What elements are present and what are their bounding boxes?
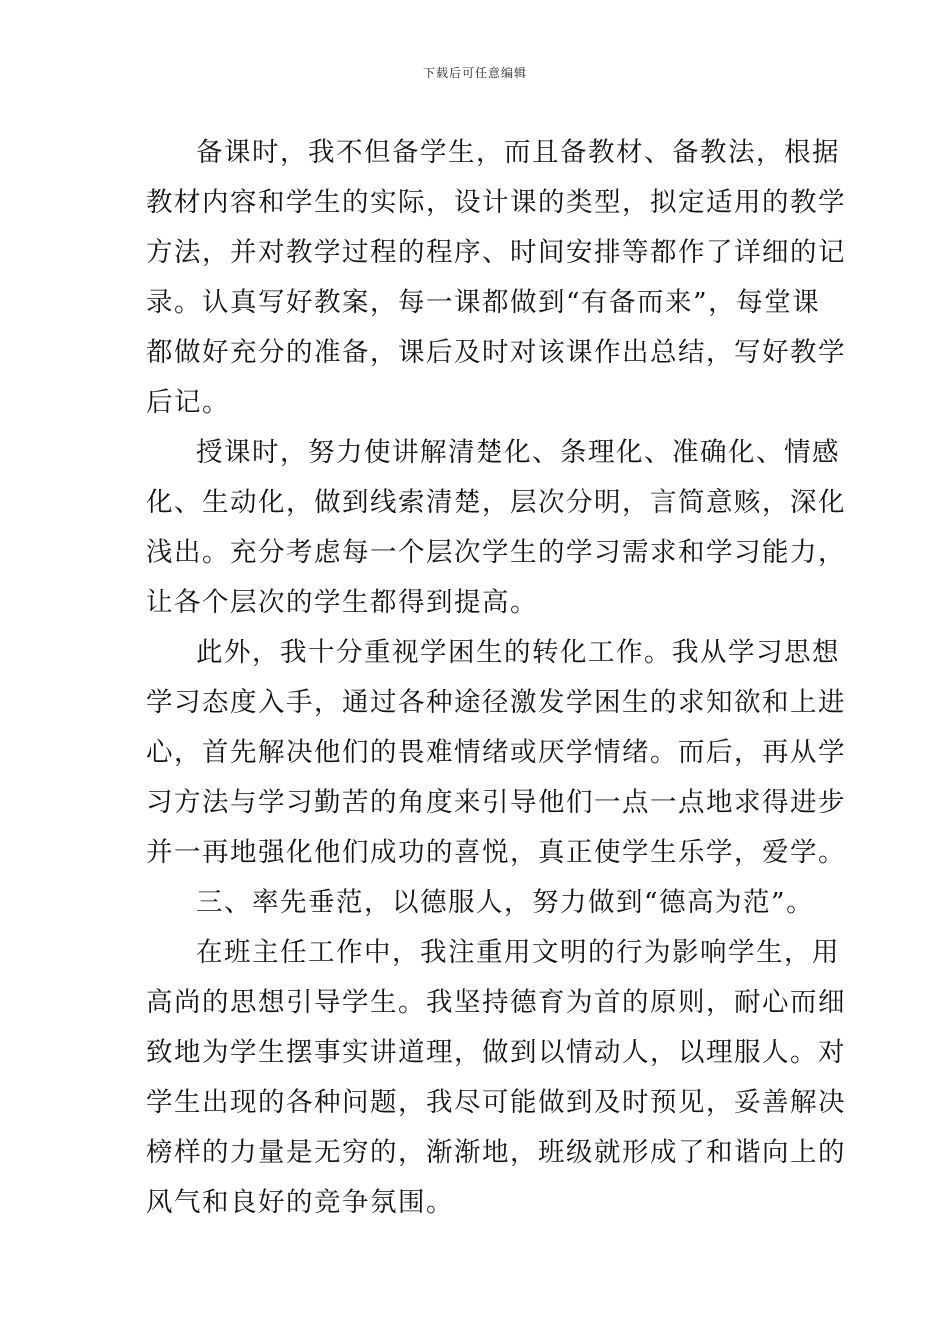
paragraph-line: 风气和良好的竞争氛围。 xyxy=(146,1187,454,1218)
paragraph-line: 后记。 xyxy=(146,387,230,418)
paragraph-line: 此外，我十分重视学困生的转化工作。我从学习思想 xyxy=(196,637,840,668)
paragraph-line: 学生出现的各种问题，我尽可能做到及时预见，妥善解决 xyxy=(146,1087,846,1118)
paragraph-line: 方法，并对教学过程的程序、时间安排等都作了详细的记 xyxy=(146,237,846,268)
paragraph-line: 都做好充分的准备，课后及时对该课作出总结，写好教学 xyxy=(146,337,846,368)
paragraph-line: 化、生动化，做到线索清楚，层次分明，言简意赅，深化 xyxy=(146,487,846,518)
paragraph-line: 学习态度入手，通过各种途径激发学困生的求知欲和上进 xyxy=(146,687,846,718)
paragraph-line: 教材内容和学生的实际，设计课的类型，拟定适用的教学 xyxy=(146,187,846,218)
section-heading: 三、率先垂范，以德服人，努力做到“德高为范”。 xyxy=(196,887,815,918)
header-note: 下载后可任意编辑 xyxy=(422,66,527,80)
paragraph-line: 心，首先解决他们的畏难情绪或厌学情绪。而后，再从学 xyxy=(146,737,846,768)
paragraph-line: 榜样的力量是无穷的，渐渐地，班级就形成了和谐向上的 xyxy=(146,1137,846,1168)
paragraph-line: 在班主任工作中，我注重用文明的行为影响学生，用 xyxy=(196,937,840,968)
paragraph-line: 授课时，努力使讲解清楚化、条理化、准确化、情感 xyxy=(196,437,840,468)
paragraph-line: 高尚的思想引导学生。我坚持德育为首的原则，耐心而细 xyxy=(146,987,846,1018)
paragraph-line: 致地为学生摆事实讲道理，做到以情动人，以理服人。对 xyxy=(146,1037,846,1068)
paragraph-line: 并一再地强化他们成功的喜悦，真正使学生乐学，爱学。 xyxy=(146,837,846,868)
paragraph-line: 习方法与学习勤苦的角度来引导他们一点一点地求得进步 xyxy=(146,787,846,818)
paragraph-line: 浅出。充分考虑每一个层次学生的学习需求和学习能力， xyxy=(146,537,846,568)
paragraph-line: 录。认真写好教案，每一课都做到“有备而来”，每堂课 xyxy=(146,287,821,318)
paragraph-line: 备课时，我不但备学生，而且备教材、备教法，根据 xyxy=(196,137,840,168)
paragraph-line: 让各个层次的学生都得到提高。 xyxy=(146,587,538,618)
document-body xyxy=(146,128,846,1228)
